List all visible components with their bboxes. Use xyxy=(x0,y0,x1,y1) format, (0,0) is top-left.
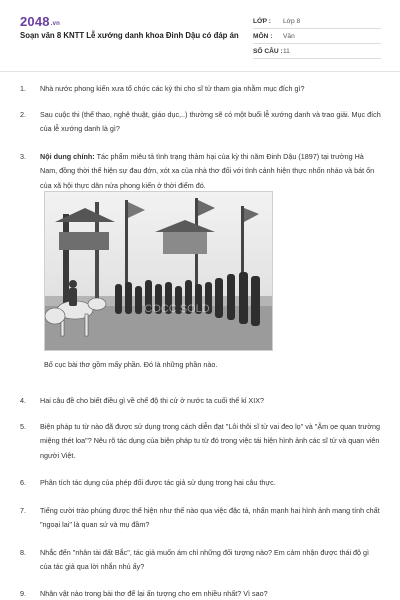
question-text: Nhà nước phong kiến xưa tổ chức các kỳ thi cho sĩ tử tham gia nhằm mục đích gì? xyxy=(40,84,305,93)
document-meta xyxy=(253,14,381,59)
question-number: 8. xyxy=(20,548,26,557)
question-text xyxy=(40,150,382,193)
question-item xyxy=(20,546,382,575)
meta-value: Lớp 8 xyxy=(283,17,301,25)
meta-row-subject xyxy=(253,29,381,44)
question-number: 6. xyxy=(20,478,26,487)
meta-label: SỐ CÂU : xyxy=(253,47,283,55)
question-item xyxy=(20,476,382,490)
site-logo[interactable] xyxy=(20,14,60,29)
question-lead: Nội dung chính: xyxy=(40,152,95,161)
question-text: Nhắc đến "nhân tài đất Bắc", tác giả muốn ám chỉ những đối tượng nào? Em cảm nhận được thái độ gì của tác giả qua lời nhắn nhủ ấy? xyxy=(40,548,370,572)
question-item xyxy=(20,108,382,137)
question-item xyxy=(20,394,382,408)
question-item xyxy=(20,420,382,463)
question-number: 2. xyxy=(20,110,26,119)
meta-row-count xyxy=(253,44,381,59)
question-number: 1. xyxy=(20,84,26,93)
question-text: Biện pháp tu từ nào đã được sử dụng trong cách diễn đạt "Lôi thôi sĩ tử vai đeo lọ" và "Ậm ọe quan trường miệng thét loa"? Nêu rõ tác dụng của biện pháp tu từ đó trong việc tái hiện hình ảnh các sĩ tử và quan viên người Việt. xyxy=(40,422,381,460)
exam-ceremony-photo xyxy=(45,192,273,351)
question-number: 5. xyxy=(20,422,26,431)
question-item xyxy=(20,150,382,193)
question-item xyxy=(20,82,382,96)
question-number: 7. xyxy=(20,506,26,515)
question-text: Tiếng cười trào phúng được thể hiện như thế nào qua việc đặc tả, nhấn mạnh hai hình ảnh mang tính chất "ngoại lai" là quan sứ và mụ đầm? xyxy=(40,506,380,530)
photo-caption: Bố cục bài thơ gồm mấy phần. Đó là những phần nào. xyxy=(44,360,218,369)
meta-value: 11 xyxy=(283,47,290,55)
meta-row-class xyxy=(253,14,381,29)
question-item xyxy=(20,504,382,533)
logo-main: 2048 xyxy=(20,14,50,29)
meta-value: Văn xyxy=(283,32,295,40)
question-body: Tác phẩm miêu tả tình trạng thảm hại của kỳ thi năm Đinh Dậu (1897) tại trường Hà Nam, đồng thời thể hiện sự đau đớn, xót xa của nhà thơ đối với tình cảnh hiện thực nhốn nháo và bát ốn của xã hội thực dân nửa phong kiến ở thời điểm đó. xyxy=(40,152,375,190)
logo-suffix: .vn xyxy=(50,21,61,27)
question-text: Hai câu đề cho biết điều gì về chế độ thi cử ở nước ta cuối thế kỉ XIX? xyxy=(40,396,265,405)
question-item xyxy=(20,587,382,600)
question-text: Nhân vật nào trong bài thơ để lại ấn tượng cho em nhiều nhất? Vì sao? xyxy=(40,589,268,598)
question-text: Sau cuộc thi (thể thao, nghệ thuật, giáo dục,..) thường sẽ có một buổi lễ xướng danh và trao giải. Mục đích của lễ xướng danh là gì? xyxy=(40,110,381,134)
document-title: Soạn văn 8 KNTT Lễ xướng danh khoa Đinh Dậu có đáp án xyxy=(20,31,239,40)
question-number: 9. xyxy=(20,589,26,598)
question-number: 4. xyxy=(20,396,26,405)
question-text: Phân tích tác dụng của phép đối được tác giả sử dụng trong hai câu thực. xyxy=(40,478,276,487)
photo-watermark: COCC SOLD xyxy=(144,303,210,315)
question-number: 3. xyxy=(20,152,26,161)
historical-photo xyxy=(44,191,273,351)
meta-label: MÔN : xyxy=(253,32,273,40)
document-header xyxy=(0,0,400,72)
meta-label: LỚP : xyxy=(253,17,271,25)
